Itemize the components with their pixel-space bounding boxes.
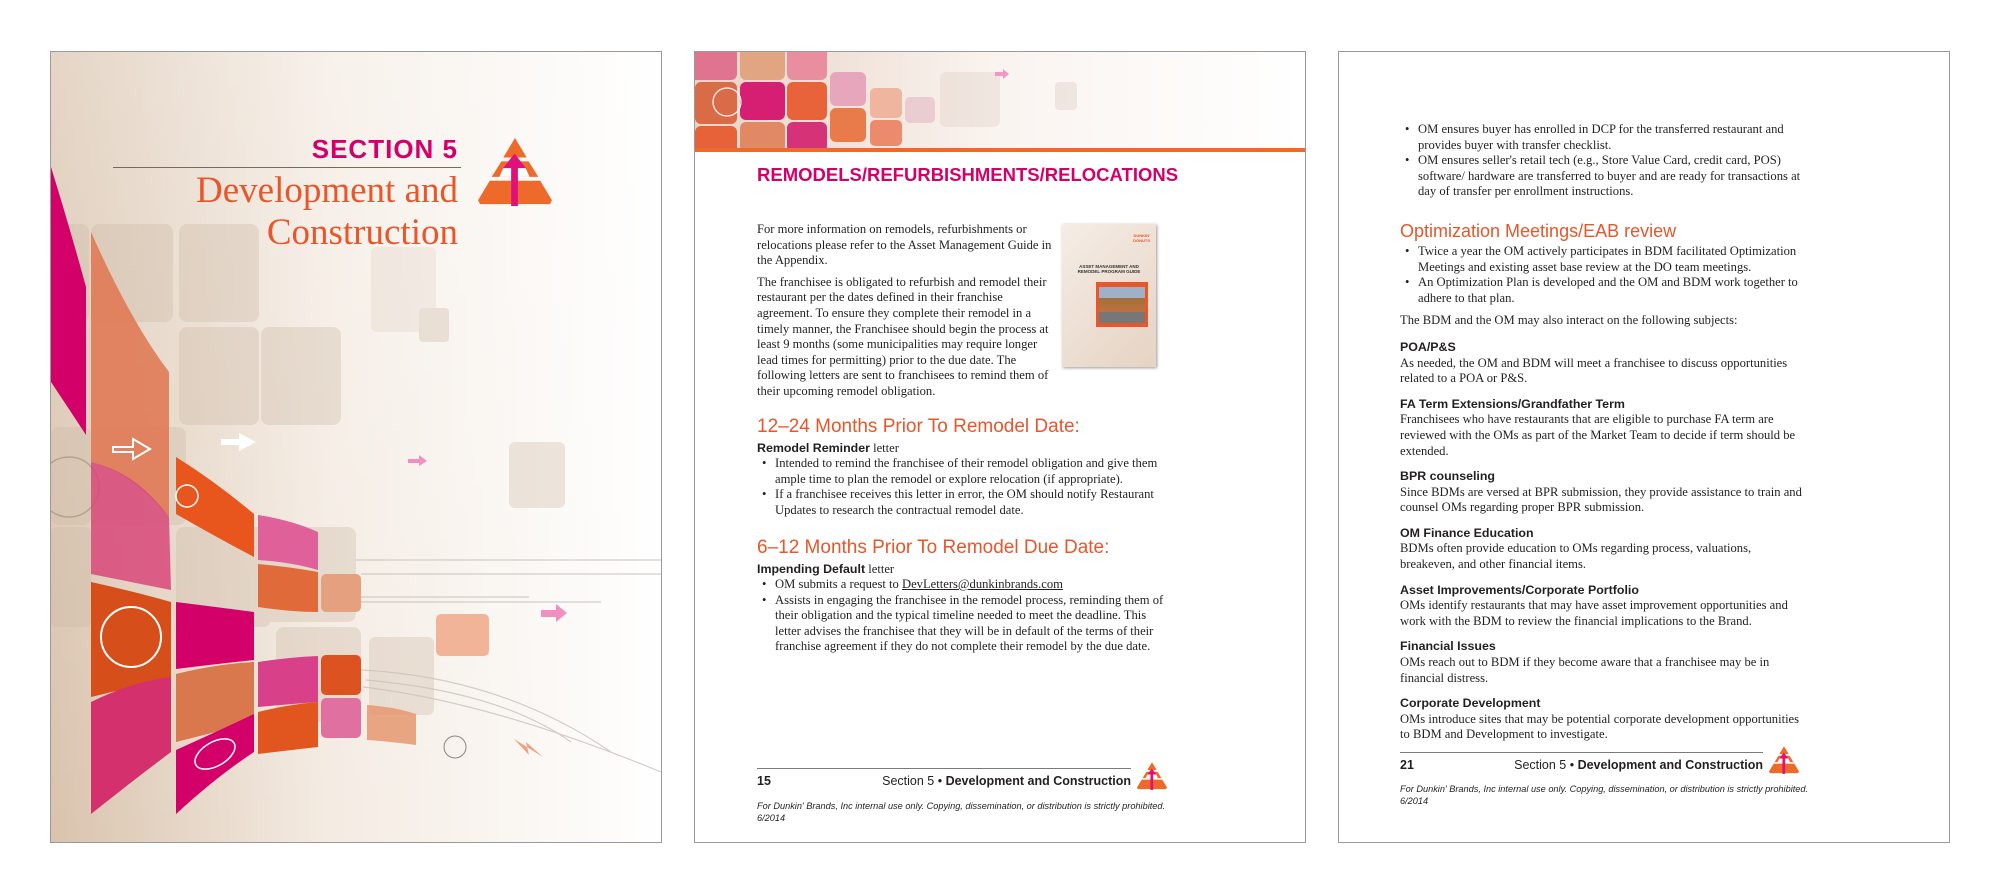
letter-suffix: letter [869, 440, 899, 455]
cover-title-line2: Construction [266, 212, 458, 253]
footer-section-title: Development and Construction [1577, 758, 1763, 772]
page15-content [757, 222, 1167, 655]
transfer-bullets [1400, 122, 1805, 200]
disclaimer-text: For Dunkin' Brands, Inc internal use only. Copying, dissemination, or distribution is strictly prohibited. [1400, 784, 1809, 794]
subject-item [1400, 397, 1805, 459]
footer-divider [757, 768, 1131, 769]
footer-section [1514, 758, 1763, 772]
subject-text: OMs identify restaurants that may have asset improvement opportunities and work with the BDM to review the financial implications to the Brand. [1400, 598, 1788, 628]
heading-6-12-months: 6–12 Months Prior To Remodel Due Date: [757, 536, 1110, 558]
section-label: SECTION 5 [311, 134, 458, 164]
letter-name: Impending Default [757, 561, 866, 576]
subject-item [1400, 639, 1805, 686]
bullet-text: OM submits a request to [775, 577, 902, 592]
letter-suffix: letter [865, 561, 895, 576]
disclaimer-text: For Dunkin' Brands, Inc internal use only. Copying, dissemination, or distribution is strictly prohibited. [757, 801, 1166, 811]
subject-title: Asset Improvements/Corporate Portfolio [1400, 582, 1639, 597]
guide-brand: DUNKIN' DONUTS [1133, 233, 1150, 243]
subject-text: Since BDMs are versed at BPR submission, they provide assistance to train and counsel OMs regarding proper BPR submission. [1400, 484, 1802, 515]
subject-item [1400, 340, 1805, 387]
footer-section [882, 774, 1131, 788]
footer-separator: • [934, 774, 946, 788]
section1-block [757, 441, 1167, 519]
footer-section-title: Development and Construction [945, 774, 1131, 788]
list-item: • OM ensures buyer has enrolled in DCP for the transferred restaurant and provides buyer with transfer checklist. [1418, 122, 1805, 153]
obligation-paragraph: The franchisee is obligated to refurbish and remodel their restaurant per the dates defined in their franchise agreement. To ensure they complete their remodel in a timely manner, the Franchisee should begin the process at least 9 months (some municipalities may require longer lead times for permitting) prior to the due date. The following letters are sent to franchisees to remind them of their upcoming remodel obligation. [757, 274, 1049, 398]
page-number: 21 [1400, 758, 1414, 772]
subject-text: BDMs often provide education to OMs regarding process, valuations, breakeven, and other financial items. [1400, 541, 1752, 572]
subject-title: Financial Issues [1400, 639, 1496, 654]
intro-block [757, 222, 1053, 400]
subject-item [1400, 526, 1805, 573]
pyramid-arrow-icon [1137, 762, 1167, 791]
subject-title: OM Finance Education [1400, 525, 1534, 540]
subject-text: OMs reach out to BDM if they become aware that a franchisee may be in financial distress. [1400, 655, 1770, 685]
footer-separator: • [1566, 758, 1578, 772]
footer-disclaimer [757, 801, 1297, 824]
heading-12-24-months: 12–24 Months Prior To Remodel Date: [757, 415, 1080, 437]
pyramid-arrow-icon [1769, 746, 1799, 775]
footer-date: 6/2014 [757, 812, 786, 823]
section2-block [757, 562, 1167, 656]
subjects-intro: The BDM and the OM may also interact on the following subjects: [1400, 313, 1738, 328]
subject-text: As needed, the OM and BDM will meet a franchisee to discuss opportunities related to a POA or P&S. [1400, 355, 1788, 386]
optimization-block [1400, 244, 1805, 743]
pyramid-arrow-icon [478, 138, 552, 208]
footer-divider [1400, 752, 1763, 753]
subject-title: Corporate Development [1400, 696, 1541, 711]
footer-section-label: Section 5 [882, 774, 935, 788]
header-banner [695, 52, 1305, 152]
subject-text: Franchisees who have restaurants that are eligible to purchase FA term are reviewed with the OMs as part of the Market Team to decide if term should be extended. [1400, 412, 1796, 458]
cover-page [50, 51, 662, 843]
cover-title-line1: Development and [196, 170, 458, 211]
page-number: 15 [757, 774, 771, 788]
list-item: • Twice a year the OM actively participates in BDM facilitated Optimization Meetings and existing asset base review at the DO team meetings. [1418, 244, 1805, 275]
page21-content [1400, 122, 1805, 743]
footer-section-label: Section 5 [1514, 758, 1567, 772]
guide-title: ASSET MANAGEMENT AND REMODEL PROGRAM GUIDE [1077, 264, 1141, 274]
page-title: REMODELS/REFURBISHMENTS/RELOCATIONS [757, 164, 1179, 185]
list-item [775, 577, 1167, 593]
subject-item [1400, 469, 1805, 516]
list-item: • If a franchisee receives this letter in error, the OM should notify Restaurant Updates to research the contractual remodel date. [775, 487, 1167, 518]
subject-text: OMs introduce sites that may be potential corporate development opportunities to BDM and Development to investigate. [1400, 711, 1800, 742]
footer-disclaimer [1400, 784, 1940, 807]
list-item: • Intended to remind the franchisee of their remodel obligation and give them ample time to plan the remodel or explore relocation (if appropriate). [775, 456, 1167, 487]
subject-title: POA/P&S [1400, 339, 1456, 354]
subject-title: FA Term Extensions/Grandfather Term [1400, 396, 1625, 411]
list-item: • Assists in engaging the franchisee in the remodel process, reminding them of their obligation and the typical timeline needed to meet the deadline. This letter advises the franchisee that they will be in default of the terms of their franchise agreement if they do not complete their remodel by the due date. [775, 593, 1167, 655]
subject-item [1400, 583, 1805, 630]
list-item: • OM ensures seller's retail tech (e.g., Store Value Card, credit card, POS) software/ hardware are transferred to buyer and are ready for transactions at day of transfer per enrollment instructions. [1418, 153, 1805, 200]
list-item: • An Optimization Plan is developed and the OM and BDM work together to adhere to that plan. [1418, 275, 1805, 306]
letter-name: Remodel Reminder [757, 440, 870, 455]
page-21 [1338, 51, 1950, 843]
title-divider [113, 167, 461, 168]
subject-item [1400, 696, 1805, 743]
intro-paragraph: For more information on remodels, refurbishments or relocations please refer to the Asset Management Guide in the Appendix. [757, 222, 1052, 268]
devletters-email-link[interactable]: DevLetters@dunkinbrands.com [901, 577, 1063, 592]
footer-date: 6/2014 [1400, 795, 1429, 806]
page-15 [694, 51, 1306, 843]
heading-optimization-meetings: Optimization Meetings/EAB review [1400, 220, 1677, 241]
subject-title: BPR counseling [1400, 469, 1496, 484]
